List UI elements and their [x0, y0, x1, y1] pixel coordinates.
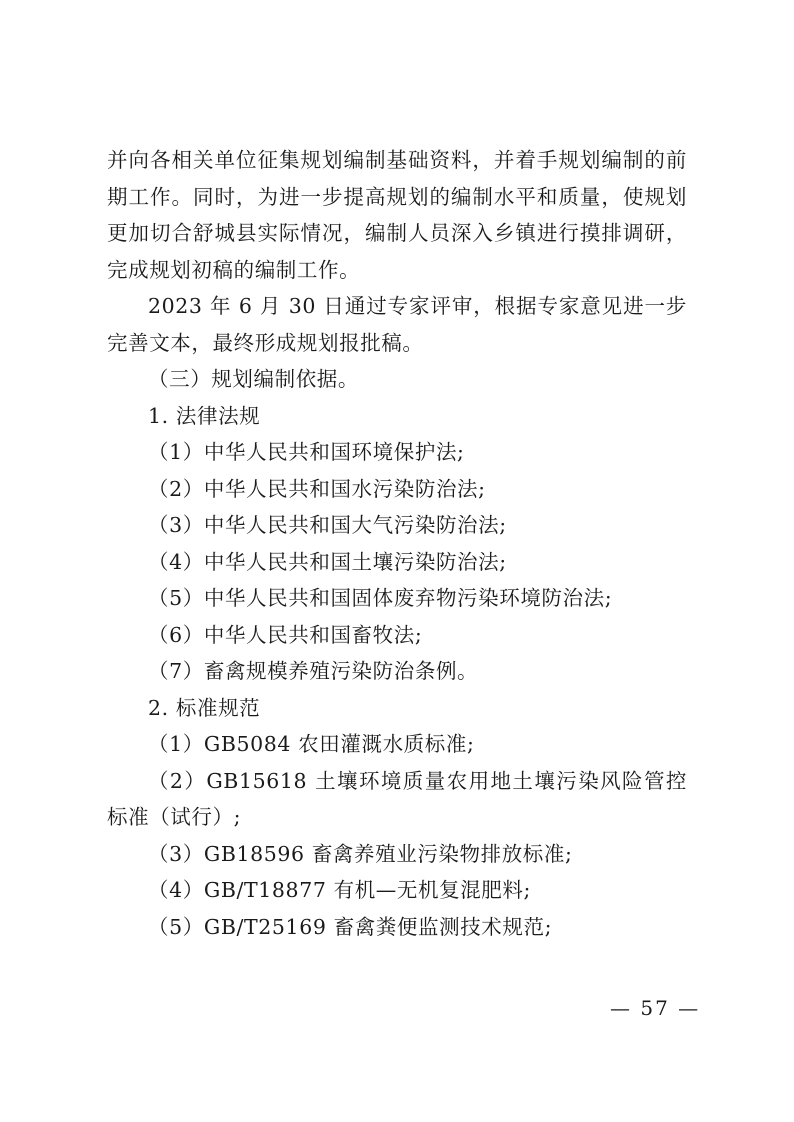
paragraph-continuation: 并向各相关单位征集规划编制基础资料，并着手规划编制的前期工作。同时，为进一步提高规划的编制水平和质量，使规划更加切合舒城县实际情况，编制人员深入乡镇进行摸排调研，完成规划初稿的编制工作。 — [107, 148, 687, 282]
subheading-laws: 1. 法律法规 — [148, 403, 261, 428]
law-item-4: （4）中华人民共和国土壤污染防治法; — [148, 549, 507, 574]
section-heading-basis: （三）规划编制依据。 — [148, 367, 359, 391]
standard-item-4: （4）GB/T18877 有机—无机复混肥料; — [148, 878, 531, 902]
subheading-standards: 2. 标准规范 — [148, 695, 261, 720]
law-item-7: （7）畜禽规模养殖污染防治条例。 — [148, 659, 479, 683]
law-item-1: （1）中华人民共和国环境保护法; — [148, 440, 465, 464]
standard-item-3: （3）GB18596 畜禽养殖业污染物排放标准; — [148, 841, 573, 866]
page-number: — 57 — — [610, 996, 701, 1020]
law-item-2: （2）中华人民共和国水污染防治法; — [148, 476, 486, 501]
law-item-5: （5）中华人民共和国固体废弃物污染环境防治法; — [148, 586, 613, 610]
paragraph-review: 2023 年 6 月 30 日通过专家评审，根据专家意见进一步完善文本，最终形成规划报批稿。 — [107, 294, 687, 355]
standard-item-1: （1）GB5084 农田灌溉水质标准; — [148, 732, 475, 756]
law-item-3: （3）中华人民共和国大气污染防治法; — [148, 513, 507, 537]
law-item-6: （6）中华人民共和国畜牧法; — [148, 622, 423, 647]
body-text — [107, 142, 687, 945]
standard-item-2: （2）GB15618 土壤环境质量农用地土壤污染风险管控标准（试行）; — [107, 768, 687, 829]
standard-item-5: （5）GB/T25169 畜禽粪便监测技术规范; — [148, 914, 553, 939]
